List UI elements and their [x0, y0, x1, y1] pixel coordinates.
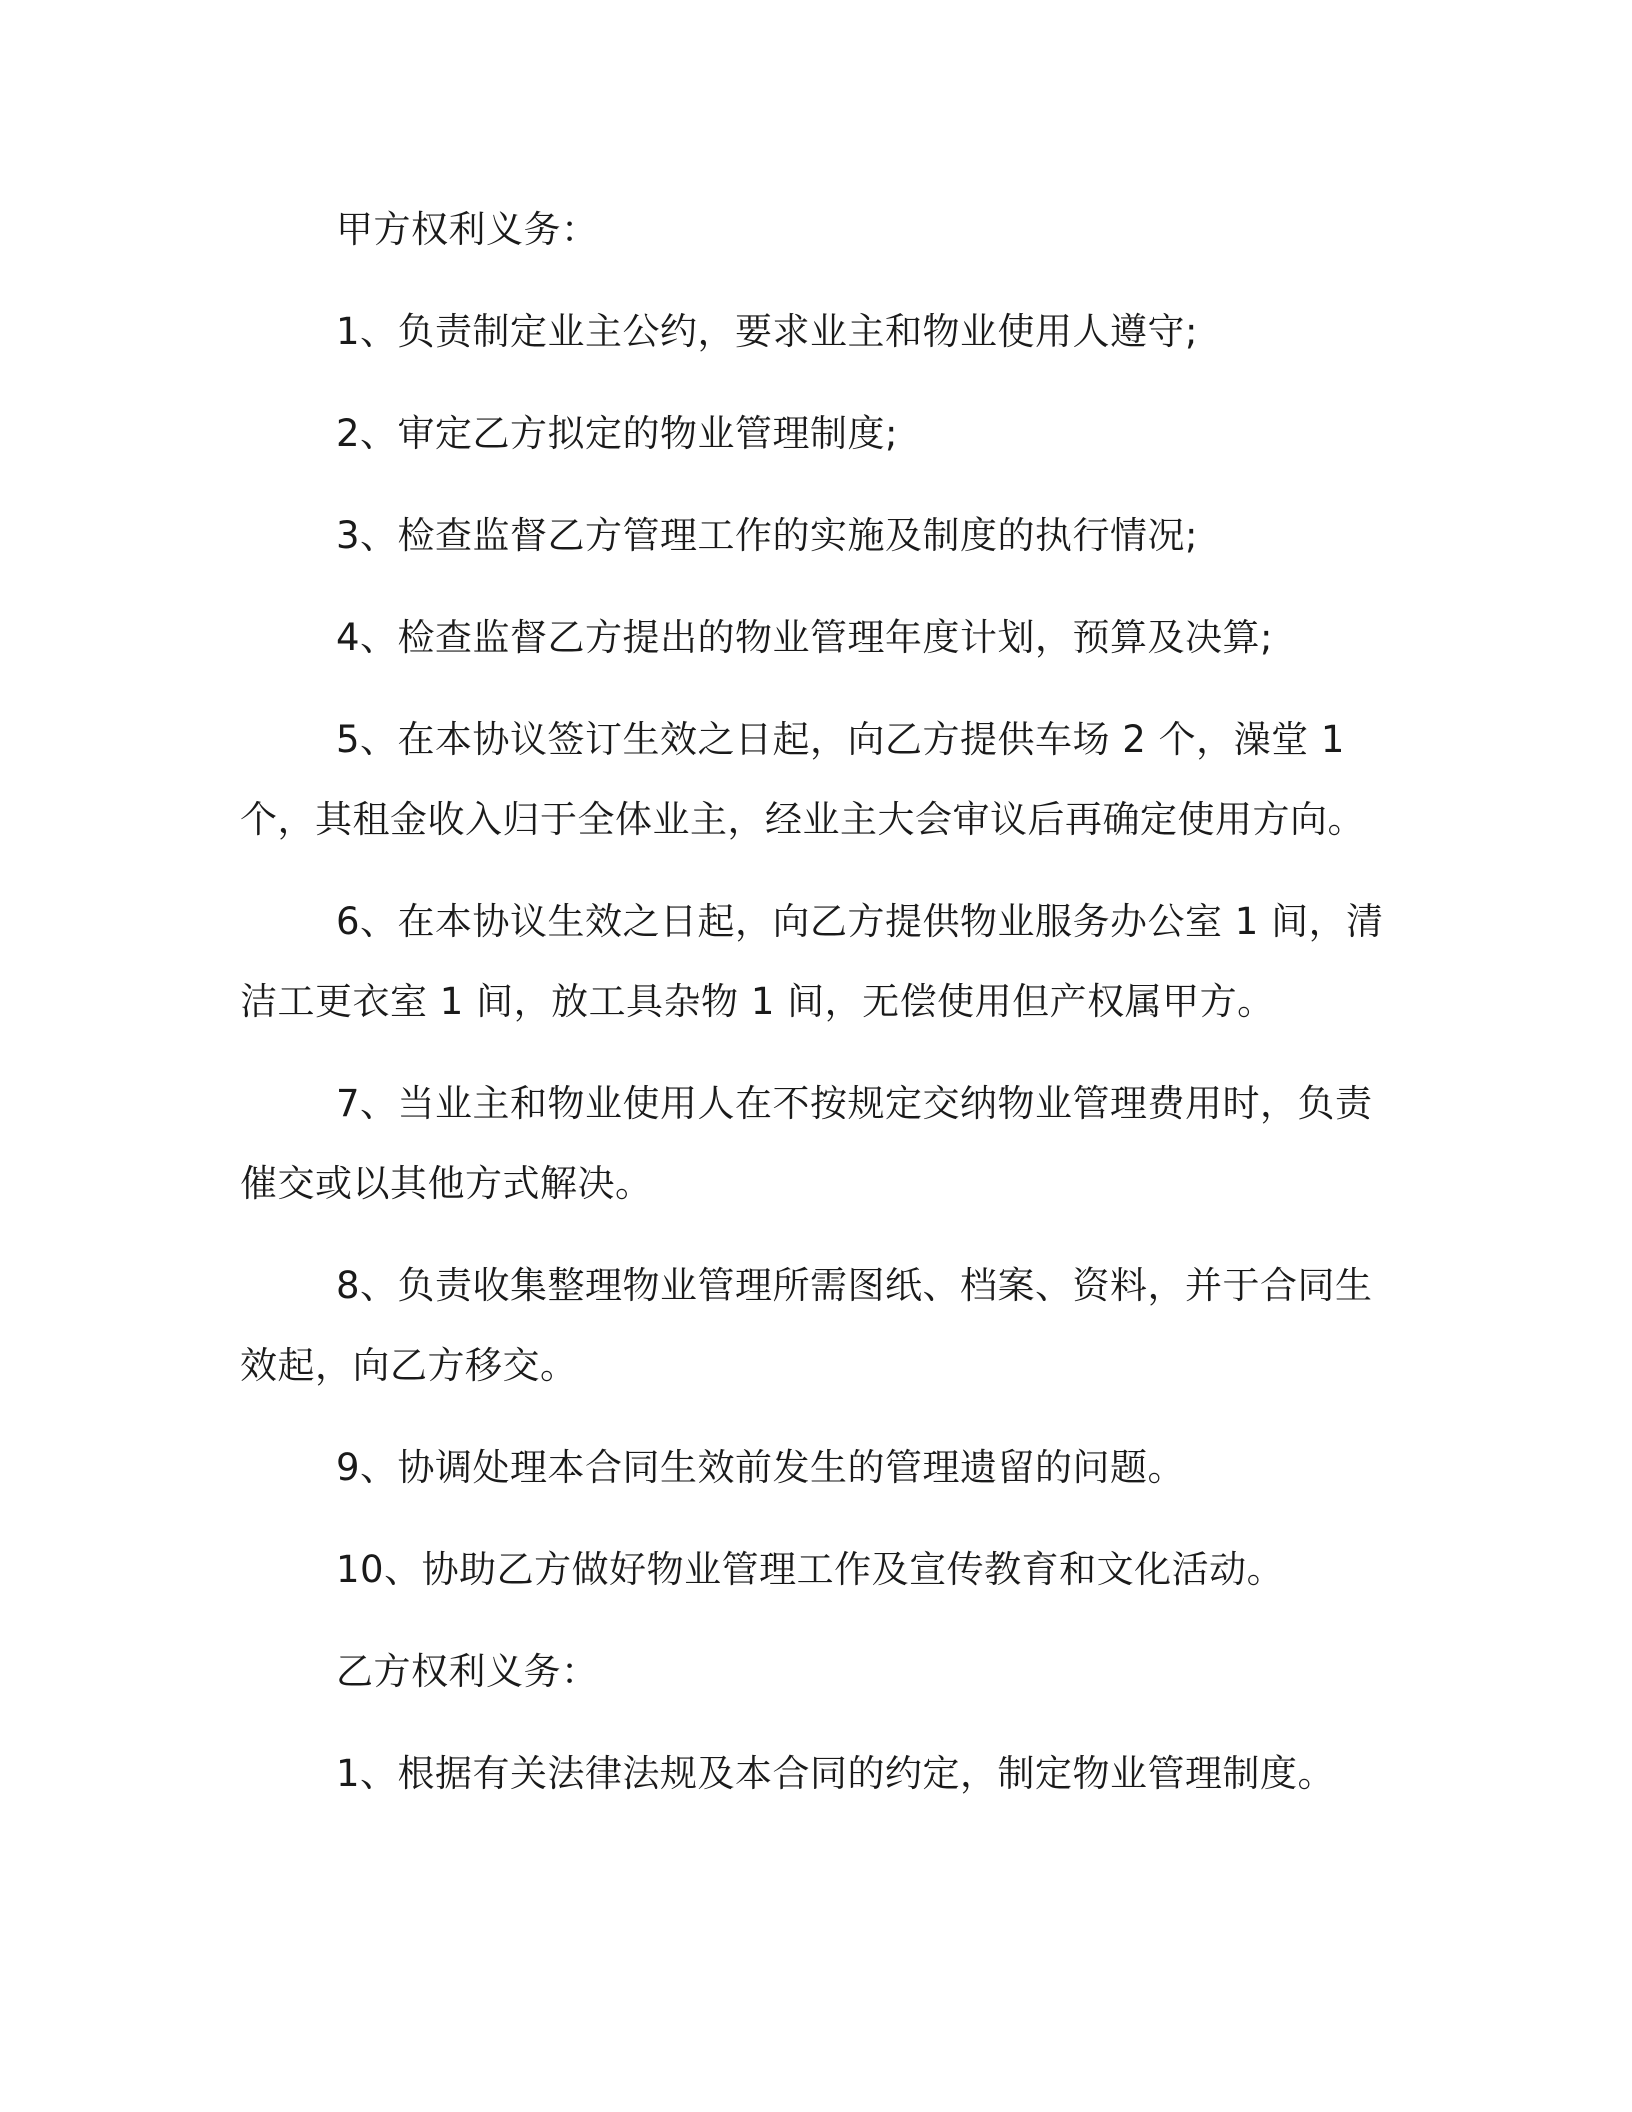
document-page: [240, 190, 1390, 1836]
party-a-item-4: 4、检查监督乙方提出的物业管理年度计划，预算及决算;: [336, 616, 1274, 659]
party-a-item-6: 6、在本协议生效之日起，向乙方提供物业服务办公室 1 间，清洁工更衣室 1 间，放工具杂物 1 间，无偿使用但产权属甲方。: [240, 900, 1384, 1023]
party-b-heading: 乙方权利义务：: [336, 1650, 599, 1693]
party-a-item-10: 10、协助乙方做好物业管理工作及宣传教育和文化活动。: [336, 1548, 1285, 1591]
party-a-heading: 甲方权利义务：: [336, 208, 599, 251]
party-a-item-2: 2、审定乙方拟定的物业管理制度;: [336, 412, 899, 455]
party-a-item-8: 8、负责收集整理物业管理所需图纸、档案、资料，并于合同生效起，向乙方移交。: [240, 1264, 1373, 1387]
party-a-item-7: 7、当业主和物业使用人在不按规定交纳物业管理费用时，负责催交或以其他方式解决。: [240, 1082, 1373, 1205]
party-b-item-1: 1、根据有关法律法规及本合同的约定，制定物业管理制度。: [336, 1752, 1336, 1795]
party-a-item-5: 5、在本协议签订生效之日起，向乙方提供车场 2 个，澡堂 1 个，其租金收入归于全体业主，经业主大会审议后再确定使用方向。: [240, 718, 1365, 841]
party-a-item-1: 1、负责制定业主公约，要求业主和物业使用人遵守;: [336, 310, 1199, 353]
party-a-item-9: 9、协调处理本合同生效前发生的管理遗留的问题。: [336, 1446, 1186, 1489]
party-a-item-3: 3、检查监督乙方管理工作的实施及制度的执行情况;: [336, 514, 1199, 557]
